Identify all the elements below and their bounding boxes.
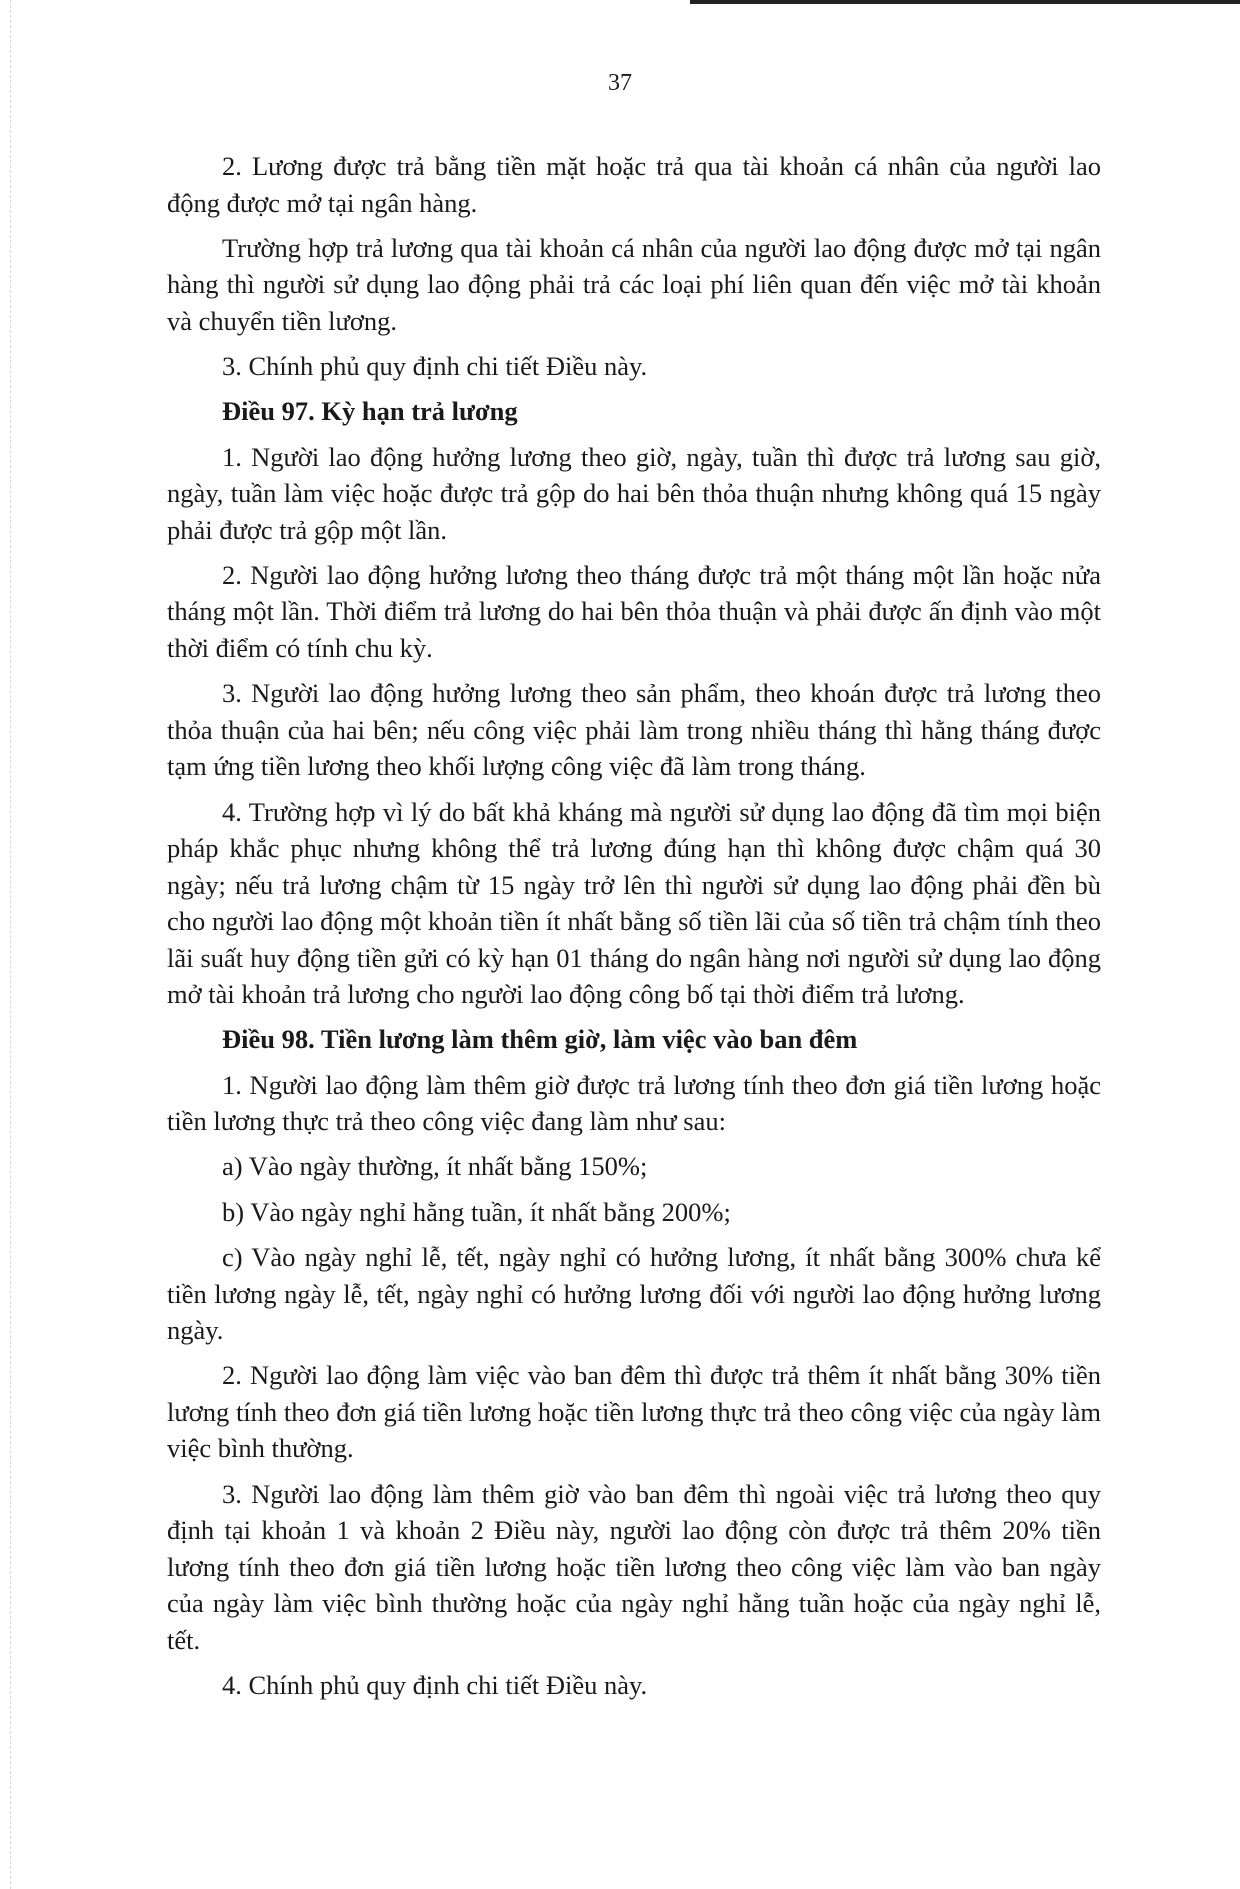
paragraph-dieu-98-khoan-4: 4. Chính phủ quy định chi tiết Điều này. — [222, 1669, 648, 1700]
paragraph-dieu-98-khoan-3: 3. Người lao động làm thêm giờ vào ban đêm thì ngoài việc trả lương theo quy định tại khoản 1 và khoản 2 Điều này, người lao động còn được trả thêm 20% tiền lương tính theo đơn giá tiền lương hoặc tiền lương theo công việc làm vào ban ngày của ngày làm việc bình thường hoặc của ngày nghỉ hằng tuần hoặc của ngày nghỉ lễ, tết. — [167, 1478, 1101, 1655]
paragraph-dieu-97-khoan-2: 2. Người lao động hưởng lương theo tháng được trả một tháng một lần hoặc nửa tháng một lần. Thời điểm trả lương do hai bên thỏa thuận và phải được ấn định vào một thời điểm có tính chu kỳ. — [167, 559, 1101, 663]
scan-edge-left — [10, 0, 12, 1889]
paragraph-dieu-98-item-c: c) Vào ngày nghỉ lễ, tết, ngày nghỉ có hưởng lương, ít nhất bằng 300% chưa kể tiền lương ngày lễ, tết, ngày nghỉ có hưởng lương đối với người lao động hưởng lương ngày. — [167, 1242, 1101, 1346]
page-number: 37 — [608, 70, 632, 96]
heading-dieu-98: Điều 98. Tiền lương làm thêm giờ, làm việc vào ban đêm — [222, 1024, 858, 1055]
paragraph-dieu-98-khoan-2: 2. Người lao động làm việc vào ban đêm thì được trả thêm ít nhất bằng 30% tiền lương tính theo đơn giá tiền lương hoặc tiền lương thực trả theo công việc của ngày làm việc bình thường. — [167, 1360, 1101, 1464]
paragraph-dieu-97-khoan-4: 4. Trường hợp vì lý do bất khả kháng mà người sử dụng lao động đã tìm mọi biện pháp khắc phục nhưng không thể trả lương đúng hạn thì không được chậm quá 30 ngày; nếu trả lương chậm từ 15 ngày trở lên thì người sử dụng lao động phải đền bù cho người lao động một khoản tiền ít nhất bằng số tiền lãi của số tiền trả chậm tính theo lãi suất huy động tiền gửi có kỳ hạn 01 tháng do ngân hàng nơi người sử dụng lao động mở tài khoản trả lương cho người lao động công bố tại thời điểm trả lương. — [167, 796, 1101, 1010]
paragraph-dieu-97-khoan-1: 1. Người lao động hưởng lương theo giờ, ngày, tuần thì được trả lương sau giờ, ngày, tuần làm việc hoặc được trả gộp do hai bên thỏa thuận nhưng không quá 15 ngày phải được trả gộp một lần. — [167, 441, 1101, 545]
paragraph-dieu-97-khoan-3: 3. Người lao động hưởng lương theo sản phẩm, theo khoán được trả lương theo thỏa thuận của hai bên; nếu công việc phải làm trong nhiều tháng thì hằng tháng được tạm ứng tiền lương theo khối lượng công việc đã làm trong tháng. — [167, 678, 1101, 782]
paragraph-tra-qua-tai-khoan: Trường hợp trả lương qua tài khoản cá nhân của người lao động được mở tại ngân hàng thì người sử dụng lao động phải trả các loại phí liên quan đến việc mở tài khoản và chuyển tiền lương. — [167, 232, 1101, 336]
scan-edge-top — [690, 0, 1240, 4]
paragraph-dieu-98-item-a: a) Vào ngày thường, ít nhất bằng 150%; — [222, 1151, 648, 1182]
paragraph-khoan-2-luong-tra: 2. Lương được trả bằng tiền mặt hoặc trả qua tài khoản cá nhân của người lao động được mở tại ngân hàng. — [167, 151, 1101, 218]
heading-dieu-97: Điều 97. Kỳ hạn trả lương — [222, 396, 518, 427]
paragraph-dieu-98-khoan-1: 1. Người lao động làm thêm giờ được trả lương tính theo đơn giá tiền lương hoặc tiền lương thực trả theo công việc đang làm như sau: — [167, 1069, 1101, 1137]
document-body — [167, 148, 1101, 1712]
paragraph-khoan-3-chinh-phu: 3. Chính phủ quy định chi tiết Điều này. — [222, 351, 648, 382]
paragraph-dieu-98-item-b: b) Vào ngày nghỉ hằng tuần, ít nhất bằng 200%; — [222, 1196, 731, 1227]
